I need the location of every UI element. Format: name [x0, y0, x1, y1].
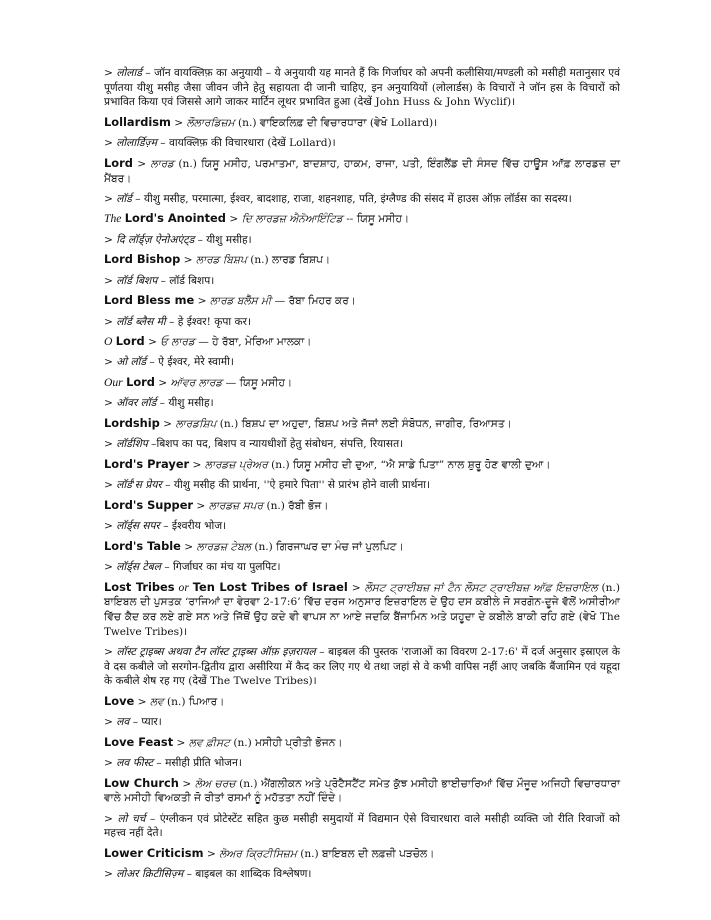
hindi-definition: – बाइबल की पुस्तक 'राजाओं का विवरण 2-17:6' में दर्ज अनुसार इस्राएल के वे दस कबीले जो सरगोन-द्वितीय द्वारा असीरिया में कैद कर लिए गए थे तथा जहां से वे कभी वापिस नहीं आए जबकि बैंजामिन एवं यहूदा के कबीले शेष रह गए (देखें The Twelve Tribes)। [104, 645, 621, 688]
punjabi-definition: (n.) ਗਿਰਜਾਘਰ ਦਾ ਮੰਚ ਜਾਂ ਪੁਲਪਿਟ। [254, 540, 404, 553]
headword-prefix: O [104, 335, 113, 349]
arrow-marker: > [104, 645, 117, 658]
arrow-marker: > [104, 520, 117, 533]
arrow-marker: > [104, 560, 117, 573]
headword: Lord's Table [104, 538, 181, 553]
headword-entry: Lord Bishop > ਲਾਰਡ ਬਿਸ਼ਪ (n.) ਲਾਰਡ ਬਿਸ਼ਪ। [104, 252, 331, 267]
hindi-definition: – यीशु मसीह की प्रार्थना, ''ऐ हमारे पिता'' से प्रारंभ होने वाली प्रार्थना। [161, 479, 431, 492]
hindi-entry [104, 315, 620, 330]
headword-entry: Lord Bless me > ਲਾਰਡ ਬਲੈੱਸ ਮੀ — ਰੱਬਾ ਮਿਹਰ ਕਰ। [104, 293, 356, 308]
headword-entry: Lollardism > ਲੌਲਾਰਡਿਜ਼ਮ (n.) ਵਾਇਕਲਿਫ਼ ਦੀ ਵਿਚਾਰਧਾਰਾ (ਵੇਖੋ Lollard)। [104, 115, 438, 129]
arrow-marker: > [104, 438, 117, 451]
hindi-entry [104, 437, 620, 452]
arrow-marker: > [104, 233, 117, 246]
headword: Lord's Prayer [104, 456, 190, 471]
hindi-entry [104, 560, 620, 575]
headword-entry: Lord > ਲਾਰਡ (n.) ਯਿਸੂ ਮਸੀਹ, ਪਰਮਾਤਮਾ, ਬਾਦਸ਼ਾਹ, ਹਾਕਮ, ਰਾਜਾ, ਪਤੀ, ਇੰਗਲੈਂਡ ਦੀ ਸੰਸਦ ਵਿੱਚ ਹਾਊਸ ਆੱਫ਼ ਲਾਰਡਜ਼ ਦਾ ਮੈਂਬਰ। [104, 155, 620, 185]
hindi-headword: लॉर्ड्स टेबल [116, 560, 161, 573]
headword-entry: Lower Criticism > ਲੋਅਰ ਕ੍ਰਿਟੀਸਿਜ਼ਮ (n.) ਬਾਇਬਲ ਦੀ ਲਫ਼ਜ਼ੀ ਪੜਚੋਲ। [104, 845, 435, 860]
punjabi-definition: (n.) ਵਾਇਕਲਿਫ਼ ਦੀ ਵਿਚਾਰਧਾਰਾ (ਵੇਖੋ Lollard)। [238, 117, 438, 129]
punjabi-definition: — ਰੱਬਾ ਮਿਹਰ ਕਰ। [274, 295, 356, 308]
headword: Love Feast [104, 734, 174, 749]
hindi-entry [104, 645, 620, 689]
hindi-definition: – वायक्लिफ़ की विचारधारा (देखें Lollard)। [156, 137, 336, 150]
punjabi-definition: (n.) ਲਾਰਡ ਬਿਸ਼ਪ। [250, 254, 331, 267]
transliteration: ਲਾਰਡਜ਼ ਪ੍ਰੇਅਰ [204, 458, 268, 471]
headword-entry: Low Church > ਲੋਅ ਚਰਚ (n.) ਐਂਗਲੀਕਨ ਅਤੇ ਪ੍ਰੋਟੈਸਟੈਂਟ ਸਮੇਤ ਕੁੱਝ ਮਸੀਹੀ ਭਾਈਚਾਰਿਆਂ ਵਿੱਚ ਮੌਜੂਦ ਅਜਿਹੀ ਵਿਚਾਰਧਾਰਾ ਵਾਲੇ ਮਸੀਹੀ ਵਿਅਕਤੀ ਜੋ ਰੀਤਾਂ ਰਸਮਾਂ ਨੂੰ ਮਹੱਤਤਾ ਨਹੀਂ ਦਿੰਦੇ। [104, 775, 620, 805]
hindi-entry [104, 396, 620, 411]
arrow-marker: > [104, 315, 117, 328]
hindi-definition: – यीशु मसीह। [156, 397, 214, 410]
hindi-headword: लॉस्ट ट्राइब्स अथवा टैन लॉस्ट ट्राइब्स ऑफ़ इज़रायल [116, 645, 316, 658]
headword: Lord's Anointed [124, 211, 226, 226]
headword: Lord [115, 334, 145, 349]
arrow-marker: > [104, 356, 117, 369]
hindi-entry [104, 136, 620, 151]
hindi-definition: – एंग्लीकन एवं प्रोटेस्टेंट सहित कुछ मसीही समुदायों में विद्यमान ऐसे विचारधारा वाले मसीही व्यक्ति जो रीति रिवाजों को महत्त्व नहीं देते। [104, 812, 621, 840]
hindi-headword: लॉर्ड ब्लैस मी [116, 315, 166, 328]
arrow-marker: > [104, 757, 117, 770]
hindi-entry [104, 478, 620, 493]
hindi-definition: – यीशु मसीह, परमात्मा, ईश्वर, बादशाह, राजा, शहनशाह, पति, इंग्लैण्ड की संसद में हाउस ऑफ़ लॉर्डस का सदस्य। [131, 192, 572, 205]
headword: Lord Bless me [104, 293, 195, 308]
headword: Lord [104, 155, 133, 170]
arrow-marker: > [104, 479, 117, 492]
headword-alt: Ten Lost Tribes of Israel [192, 579, 348, 594]
hindi-headword: लोलार्डिज़्म [116, 137, 157, 150]
arrow-marker: > [104, 397, 117, 410]
hindi-entry [104, 66, 620, 110]
hindi-definition: – जॉन वायक्लिफ़ का अनुयायी – ये अनुयायी यह मानते हैं कि गिर्जाघर को अपनी कलीसिया/मण्डली को मसीही मतानुसार एवं पूर्णतया यीशु मसीह जैसा जीवन जीने हेतु सहायता दी जानी चाहिए, इन अनुयायियों (लोलार्डस) के विचारों ने जॉन हस के विचारों को प्रभावित किया एवं जिससे आगे जाकर मार्टिन लूथर प्रभावित हुआ (देखें John Huss & John Wyclif)। [104, 67, 620, 109]
hindi-definition: – मसीही प्रीति भोजन। [153, 757, 242, 770]
punjabi-definition: (n.) ਰੱਬੀ ਭੋਜ। [266, 499, 329, 512]
transliteration: ਲੌਸਟ ਟ੍ਰਾਈਬਜ਼ ਜਾਂ ਟੈਨ ਲੌਸਟ ਟ੍ਰਾਈਬਜ਼ ਆੱਫ਼ ਇਜ਼ਰਾਇਲ [364, 581, 598, 594]
transliteration: ਲਾਰਡ ਬਿਸ਼ਪ [195, 254, 247, 267]
hindi-headword: लव [116, 716, 130, 729]
punjabi-definition: — ਯਿਸੂ ਮਸੀਹ। [225, 377, 293, 390]
hindi-entry [104, 233, 620, 248]
headword-entry: Love > ਲਵ (n.) ਪਿਆਰ। [104, 693, 225, 708]
punjabi-definition: — ਹੇ ਰੱਬਾ, ਮੇਰਿਆ ਮਾਲਕਾ। [198, 336, 312, 349]
headword: Lord [126, 375, 155, 390]
transliteration: ਲੋਅਰ ਕ੍ਰਿਟੀਸਿਜ਼ਮ [219, 847, 297, 860]
punjabi-definition: (n.) ਬਾਇਬਲ ਦੀ ਲਫ਼ਜ਼ੀ ਪੜਚੋਲ। [300, 847, 435, 860]
transliteration: ਦਿ ਲਾਰਡਜ਼ ਐਨੋਆਇੰਟਿਡ [241, 213, 343, 226]
headword-entry: Love Feast > ਲਵ ਫ਼ੀਸਟ (n.) ਮਸੀਹੀ ਪ੍ਰੀਤੀ ਭੋਜਨ। [104, 734, 343, 749]
punjabi-definition: (n.) ਮਸੀਹੀ ਪ੍ਰੀਤੀ ਭੋਜਨ। [233, 736, 343, 749]
transliteration: ਲਾਰਡ ਬਲੈੱਸ ਮੀ [209, 295, 272, 308]
hindi-definition: – ऐ ईश्वर, मेरे स्वामी। [146, 356, 234, 369]
headword-entry: Lost Tribes or Ten Lost Tribes of Israel > ਲੌਸਟ ਟ੍ਰਾਈਬਜ਼ ਜਾਂ ਟੈਨ ਲੌਸਟ ਟ੍ਰਾਈਬਜ਼ ਆੱਫ਼ ਇਜ਼ਰਾਇਲ (n.) ਬਾਇਬਲ ਦੀ ਪੁਸਤਕ ‘ਰਾਜਿਆਂ ਦਾ ਵੇਰਵਾ 2-17:6’ ਵਿੱਚ ਦਰਜ ਅਨੁਸਾਰ ਇਜ਼ਰਾਇਲ ਦੇ ਉਹ ਦਸ ਕਬੀਲੇ ਜੋ ਸਰਗੋਨ-ਦੂਜੇ ਵੱਲੋਂ ਅਸੀਰੀਆ ਵਿੱਚ ਕੈਦ ਕਰ ਲਏ ਗਏ ਸਨ ਅਤੇ ਜਿੱਥੋਂ ਉਹ ਕਦੇ ਵੀ ਵਾਪਸ ਨਾ ਆਏ ਜਦਕਿ ਬੈਂਜਾਮਿਨ ਅਤੇ ਯਹੂਦਾ ਦੇ ਕਬੀਲੇ ਬਾਕੀ ਰਹਿ ਗਏ (ਵੇਖੋ The Twelve Tribes)। [104, 579, 620, 638]
hindi-definition: –बिशप का पद, बिशप व न्यायधीशों हेतु संबोधन, संपत्ति, रियासत। [147, 438, 404, 451]
punjabi-definition: (n.) ਯਿਸੂ ਮਸੀਹ ਦੀ ਦੁਆ, “ਐ ਸਾਡੇ ਪਿਤਾ” ਨਾਲ ਸ਼ੁਰੂ ਹੋਣ ਵਾਲੀ ਦੁਆ। [271, 458, 551, 471]
arrow-marker: > [104, 137, 117, 150]
hindi-entry [104, 192, 620, 207]
headword-connector: or [178, 580, 189, 594]
transliteration: ਲਾਰਡਸ਼ਿਪ [175, 417, 217, 430]
arrow-marker: > [104, 812, 118, 825]
headword: Low Church [104, 775, 179, 790]
transliteration: ਲੋਅ ਚਰਚ [194, 777, 236, 790]
hindi-definition: – बाइबल का शाब्दिक विश्लेषण। [183, 868, 312, 881]
headword: Lollardism [104, 115, 171, 129]
transliteration: ਲਾਰਡ [150, 157, 175, 170]
arrow-marker: > [104, 868, 117, 881]
arrow-marker: > [104, 67, 117, 79]
punjabi-definition: (n.) ਬਾਇਬਲ ਦੀ ਪੁਸਤਕ ‘ਰਾਜਿਆਂ ਦਾ ਵੇਰਵਾ 2-17:6’ ਵਿੱਚ ਦਰਜ ਅਨੁਸਾਰ ਇਜ਼ਰਾਇਲ ਦੇ ਉਹ ਦਸ ਕਬੀਲੇ ਜੋ ਸਰਗੋਨ-ਦੂਜੇ ਵੱਲੋਂ ਅਸੀਰੀਆ ਵਿੱਚ ਕੈਦ ਕਰ ਲਏ ਗਏ ਸਨ ਅਤੇ ਜਿੱਥੋਂ ਉਹ ਕਦੇ ਵੀ ਵਾਪਸ ਨਾ ਆਏ ਜਦਕਿ ਬੈਂਜਾਮਿਨ ਅਤੇ ਯਹੂਦਾ ਦੇ ਕਬੀਲੇ ਬਾਕੀ ਰਹਿ ਗਏ (ਵੇਖੋ The Twelve Tribes)। [104, 581, 620, 638]
transliteration: ਓ ਲਾਰਡ [160, 336, 195, 349]
hindi-headword: ऑवर लॉर्ड [116, 397, 157, 410]
hindi-definition: – लॉर्ड बिशप। [157, 274, 215, 287]
headword: Love [104, 693, 135, 708]
punjabi-definition: (n.) ਯਿਸੂ ਮਸੀਹ, ਪਰਮਾਤਮਾ, ਬਾਦਸ਼ਾਹ, ਹਾਕਮ, ਰਾਜਾ, ਪਤੀ, ਇੰਗਲੈਂਡ ਦੀ ਸੰਸਦ ਵਿੱਚ ਹਾਊਸ ਆੱਫ਼ ਲਾਰਡਜ਼ ਦਾ ਮੈਂਬਰ। [104, 157, 620, 185]
headword-entry: Lord's Table > ਲਾਰਡਜ਼ ਟੇਬਲ (n.) ਗਿਰਜਾਘਰ ਦਾ ਮੰਚ ਜਾਂ ਪੁਲਪਿਟ। [104, 538, 404, 553]
punjabi-definition: (n.) ਬਿਸ਼ਪ ਦਾ ਅਹੁਦਾ, ਬਿਸ਼ਪ ਅਤੇ ਜੱਜਾਂ ਲਈ ਸੰਬੋਧਨ, ਜਾਗੀਰ, ਰਿਆਸਤ। [219, 417, 512, 430]
headword: Lord Bishop [104, 252, 181, 267]
hindi-entry [104, 756, 620, 771]
transliteration: ਆੱਵਰ ਲਾਰਡ [170, 377, 223, 390]
hindi-headword: लव फीस्ट [116, 757, 154, 770]
hindi-headword: लॉर्डशिप [116, 438, 148, 451]
dictionary-page [104, 66, 620, 887]
hindi-entry [104, 519, 620, 534]
transliteration: ਲੌਲਾਰਡਿਜ਼ਮ [186, 117, 235, 129]
hindi-definition: – गिर्जाघर का मंच या पुलपिट। [160, 560, 281, 573]
punjabi-definition: (n.) ਐਂਗਲੀਕਨ ਅਤੇ ਪ੍ਰੋਟੈਸਟੈਂਟ ਸਮੇਤ ਕੁੱਝ ਮਸੀਹੀ ਭਾਈਚਾਰਿਆਂ ਵਿੱਚ ਮੌਜੂਦ ਅਜਿਹੀ ਵਿਚਾਰਧਾਰਾ ਵਾਲੇ ਮਸੀਹੀ ਵਿਅਕਤੀ ਜੋ ਰੀਤਾਂ ਰਸਮਾਂ ਨੂੰ ਮਹੱਤਤਾ ਨਹੀਂ ਦਿੰਦੇ। [104, 777, 620, 805]
transliteration: ਲਵ ਫ਼ੀਸਟ [188, 736, 230, 749]
transliteration: ਲਾਰਡਜ਼ ਸਪਰ [208, 499, 264, 512]
headword-entry: Lord's Prayer > ਲਾਰਡਜ਼ ਪ੍ਰੇਅਰ (n.) ਯਿਸੂ ਮਸੀਹ ਦੀ ਦੁਆ, “ਐ ਸਾਡੇ ਪਿਤਾ” ਨਾਲ ਸ਼ੁਰੂ ਹੋਣ ਵਾਲੀ ਦੁਆ। [104, 456, 551, 471]
hindi-definition: – यीशु मसीह। [194, 233, 252, 246]
headword: Lower Criticism [104, 845, 204, 860]
hindi-entry [104, 812, 620, 841]
transliteration: ਲਾਰਡਜ਼ ਟੇਬਲ [196, 540, 251, 553]
hindi-headword: लो चर्च [117, 812, 146, 825]
headword: Lordship [104, 415, 160, 430]
headword-prefix: Our [104, 376, 123, 390]
headword-entry: Lordship > ਲਾਰਡਸ਼ਿਪ (n.) ਬਿਸ਼ਪ ਦਾ ਅਹੁਦਾ, ਬਿਸ਼ਪ ਅਤੇ ਜੱਜਾਂ ਲਈ ਸੰਬੋਧਨ, ਜਾਗੀਰ, ਰਿਆਸਤ। [104, 415, 512, 430]
hindi-entry [104, 355, 620, 370]
arrow-marker: > [104, 274, 117, 287]
arrow-marker: > [104, 716, 117, 729]
hindi-entry [104, 274, 620, 289]
hindi-definition: – हे ईश्वर! कृपा कर। [165, 315, 252, 328]
hindi-entry [104, 867, 620, 882]
hindi-definition: – ईश्वरीय भोज। [159, 520, 227, 533]
arrow-marker: > [104, 192, 117, 205]
hindi-headword: लोलार्ड [116, 67, 142, 79]
hindi-headword: लॉर्ड [116, 192, 132, 205]
punjabi-definition: (n.) ਪਿਆਰ। [167, 695, 225, 708]
transliteration: ਲਵ [149, 695, 164, 708]
hindi-headword: ओ लॉर्ड [116, 356, 147, 369]
headword-prefix: The [104, 212, 122, 226]
hindi-headword: लोअर क्रिटीसिज़्म [116, 868, 184, 881]
headword-entry: Lord's Supper > ਲਾਰਡਜ਼ ਸਪਰ (n.) ਰੱਬੀ ਭੋਜ। [104, 497, 329, 512]
headword: Lord's Supper [104, 497, 194, 512]
headword-entry: Our Lord > ਆੱਵਰ ਲਾਰਡ — ਯਿਸੂ ਮਸੀਹ। [104, 375, 293, 390]
hindi-headword: लॉर्ड'स प्रेयर [116, 479, 162, 492]
hindi-headword: दि लॉर्ड्ज़ ऐनोअएंट्ड [116, 233, 195, 246]
headword-entry: The Lord's Anointed > ਦਿ ਲਾਰਡਜ਼ ਐਨੋਆਇੰਟਿਡ -- ਯਿਸੂ ਮਸੀਹ। [104, 211, 410, 226]
hindi-headword: लॉर्ड बिशप [116, 274, 158, 287]
hindi-headword: लॉर्ड्स सपर [116, 520, 160, 533]
punjabi-definition: -- ਯਿਸੂ ਮਸੀਹ। [346, 213, 410, 226]
hindi-definition: – प्यार। [129, 716, 162, 729]
hindi-entry [104, 715, 620, 730]
headword: Lost Tribes [104, 579, 175, 594]
headword-entry: O Lord > ਓ ਲਾਰਡ — ਹੇ ਰੱਬਾ, ਮੇਰਿਆ ਮਾਲਕਾ। [104, 334, 312, 349]
